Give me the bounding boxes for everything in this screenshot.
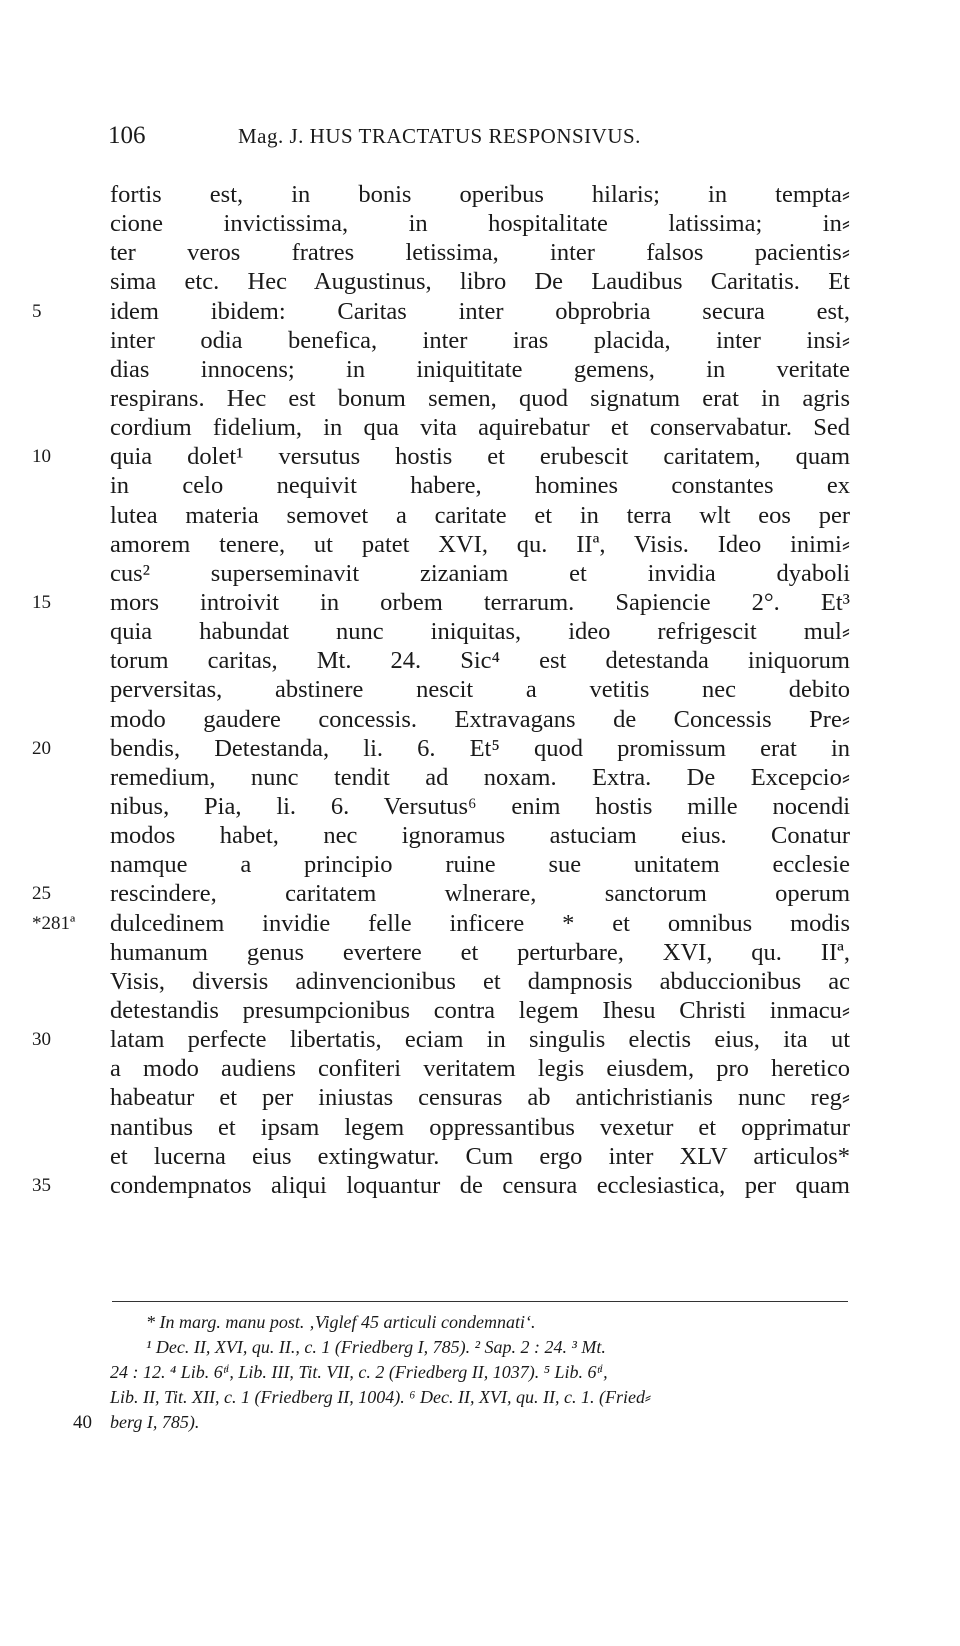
line-text: latam perfecte libertatis, eciam in singulis electis eius, ita ut: [110, 1026, 850, 1054]
line-text: dias innocens; in iniquititate gemens, in veritate: [110, 355, 850, 383]
line-text: rescindere, caritatem wlnerare, sanctorum operum: [110, 880, 850, 908]
text-line: [110, 413, 850, 442]
footnote-text: berg I, 785).: [110, 1412, 200, 1432]
text-line: [32, 879, 850, 908]
line-number: 5: [32, 300, 42, 322]
footnote-text: Lib. II, Tit. XII, c. 1 (Friedberg II, 1004). ⁶ Dec. II, XVI, qu. II, c. 1. (Fried⸗: [110, 1387, 651, 1407]
text-line: [110, 1054, 850, 1083]
text-line: [110, 180, 850, 209]
line-text: respirans. Hec est bonum semen, quod signatum erat in agris: [110, 384, 850, 412]
line-text: remedium, nunc tendit ad noxam. Extra. De Excepcio⸗: [110, 763, 850, 791]
text-line: [110, 850, 850, 879]
line-text: torum caritas, Mt. 24. Sic⁴ est detestanda iniquorum: [110, 647, 850, 675]
text-line: [110, 967, 850, 996]
line-text: nibus, Pia, li. 6. Versutus⁶ enim hostis mille nocendi: [110, 792, 850, 820]
text-line: [110, 675, 850, 704]
line-text: cus² superseminavit zizaniam et invidia dyaboli: [110, 559, 850, 587]
page-number: 106: [108, 122, 146, 149]
text-line: [110, 267, 850, 296]
line-number: 35: [32, 1174, 51, 1196]
line-text: et lucerna eius extingwatur. Cum ergo inter XLV articulos*: [110, 1142, 850, 1170]
line-text: cione invictissima, in hospitalitate latissima; in⸗: [110, 210, 850, 238]
footnote-line: [110, 1310, 850, 1335]
text-line: [110, 384, 850, 413]
text-line: [32, 1025, 850, 1054]
text-line: [110, 617, 850, 646]
text-line: [110, 238, 850, 267]
line-text: namque a principio ruine sue unitatem ecclesie: [110, 851, 850, 879]
line-text: in celo nequivit habere, homines constantes ex: [110, 472, 850, 500]
text-line: [110, 821, 850, 850]
text-line: [32, 297, 850, 326]
footnote-text: 24 : 12. ⁴ Lib. 6ᵗⁱ, Lib. III, Tit. VII, c. 2 (Friedberg II, 1037). ⁵ Lib. 6ᵗⁱ,: [110, 1362, 608, 1382]
line-text: bendis, Detestanda, li. 6. Et⁵ quod promissum erat in: [110, 734, 850, 762]
line-number: 25: [32, 883, 51, 905]
text-line: [110, 938, 850, 967]
line-text: detestandis presumpcionibus contra legem Ihesu Christi inmacu⸗: [110, 996, 850, 1024]
line-text: ter veros fratres letissima, inter falsos pacientis⸗: [110, 239, 850, 267]
text-line: [32, 588, 850, 617]
line-text: quia dolet¹ versutus hostis et erubescit caritatem, quam: [110, 443, 850, 471]
text-line: [32, 1171, 850, 1200]
page-header: [108, 122, 848, 162]
line-text: fortis est, in bonis operibus hilaris; in tempta⸗: [110, 181, 850, 208]
line-text: inter odia benefica, inter iras placida, inter insi⸗: [110, 326, 850, 354]
text-line: [110, 792, 850, 821]
line-number: 30: [32, 1029, 51, 1051]
text-line: [110, 763, 850, 792]
text-line: [110, 209, 850, 238]
line-text: lutea materia semovet a caritate et in terra wlt eos per: [110, 501, 850, 529]
line-text: perversitas, abstinere nescit a vetitis nec debito: [110, 676, 850, 704]
line-text: cordium fidelium, in qua vita aquirebatur et conservabatur. Sed: [110, 414, 850, 442]
footnote-line: [110, 1335, 850, 1360]
line-text: dulcedinem invidie felle inficere * et omnibus modis: [110, 909, 850, 937]
text-line: [32, 734, 850, 763]
text-line: [110, 1142, 850, 1171]
line-number: 40: [73, 1412, 92, 1433]
footnote-line: [110, 1385, 850, 1410]
text-line: [110, 559, 850, 588]
text-line: [110, 501, 850, 530]
text-line: [110, 1083, 850, 1112]
text-line: [32, 909, 850, 938]
running-head: Mag. J. HUS TRACTATUS RESPONSIVUS.: [238, 124, 641, 148]
line-number: 15: [32, 591, 51, 613]
footnote-divider: [112, 1301, 848, 1302]
line-text: a modo audiens confiteri veritatem legis eiusdem, pro heretico: [110, 1055, 850, 1083]
text-line: [110, 530, 850, 559]
text-line: [110, 705, 850, 734]
text-line: [110, 646, 850, 675]
body-text: [32, 180, 850, 1200]
text-line: [110, 471, 850, 500]
line-text: Visis, diversis adinvencionibus et dampnosis abduccionibus ac: [110, 967, 850, 995]
text-line: [32, 442, 850, 471]
footnotes: [73, 1310, 850, 1435]
footnote-line: [110, 1360, 850, 1385]
line-number: 10: [32, 446, 51, 468]
text-line: [110, 355, 850, 384]
line-text: amorem tenere, ut patet XVI, qu. IIª, Visis. Ideo inimi⸗: [110, 530, 850, 558]
line-text: quia habundat nunc iniquitas, ideo refrigescit mul⸗: [110, 618, 850, 646]
line-number: *281ª: [32, 912, 76, 934]
line-text: condempnatos aliqui loquantur de censura ecclesiastica, per quam: [110, 1171, 850, 1199]
line-text: modos habet, nec ignoramus astuciam eius. Conatur: [110, 822, 850, 850]
text-line: [110, 1113, 850, 1142]
text-line: [110, 996, 850, 1025]
line-text: mors introivit in orbem terrarum. Sapiencie 2°. Et³: [110, 588, 850, 616]
line-text: nantibus et ipsam legem oppressantibus vexetur et opprimatur: [110, 1113, 850, 1141]
footnote-text: ¹ Dec. II, XVI, qu. II., c. 1 (Friedberg I, 785). ² Sap. 2 : 24. ³ Mt.: [146, 1337, 606, 1357]
line-text: modo gaudere concessis. Extravagans de Concessis Pre⸗: [110, 705, 850, 733]
line-text: habeatur et per iniustas censuras ab antichristianis nunc reg⸗: [110, 1084, 850, 1112]
footnote-line: [73, 1410, 850, 1435]
line-number: 20: [32, 737, 51, 759]
line-text: humanum genus evertere et perturbare, XVI, qu. IIª,: [110, 938, 850, 966]
footnote-text: * In marg. manu post. ‚Viglef 45 articuli condemnati‘.: [146, 1312, 536, 1332]
line-text: sima etc. Hec Augustinus, libro De Laudibus Caritatis. Et: [110, 268, 850, 296]
text-line: [110, 326, 850, 355]
line-text: idem ibidem: Caritas inter obprobria secura est,: [110, 297, 850, 325]
